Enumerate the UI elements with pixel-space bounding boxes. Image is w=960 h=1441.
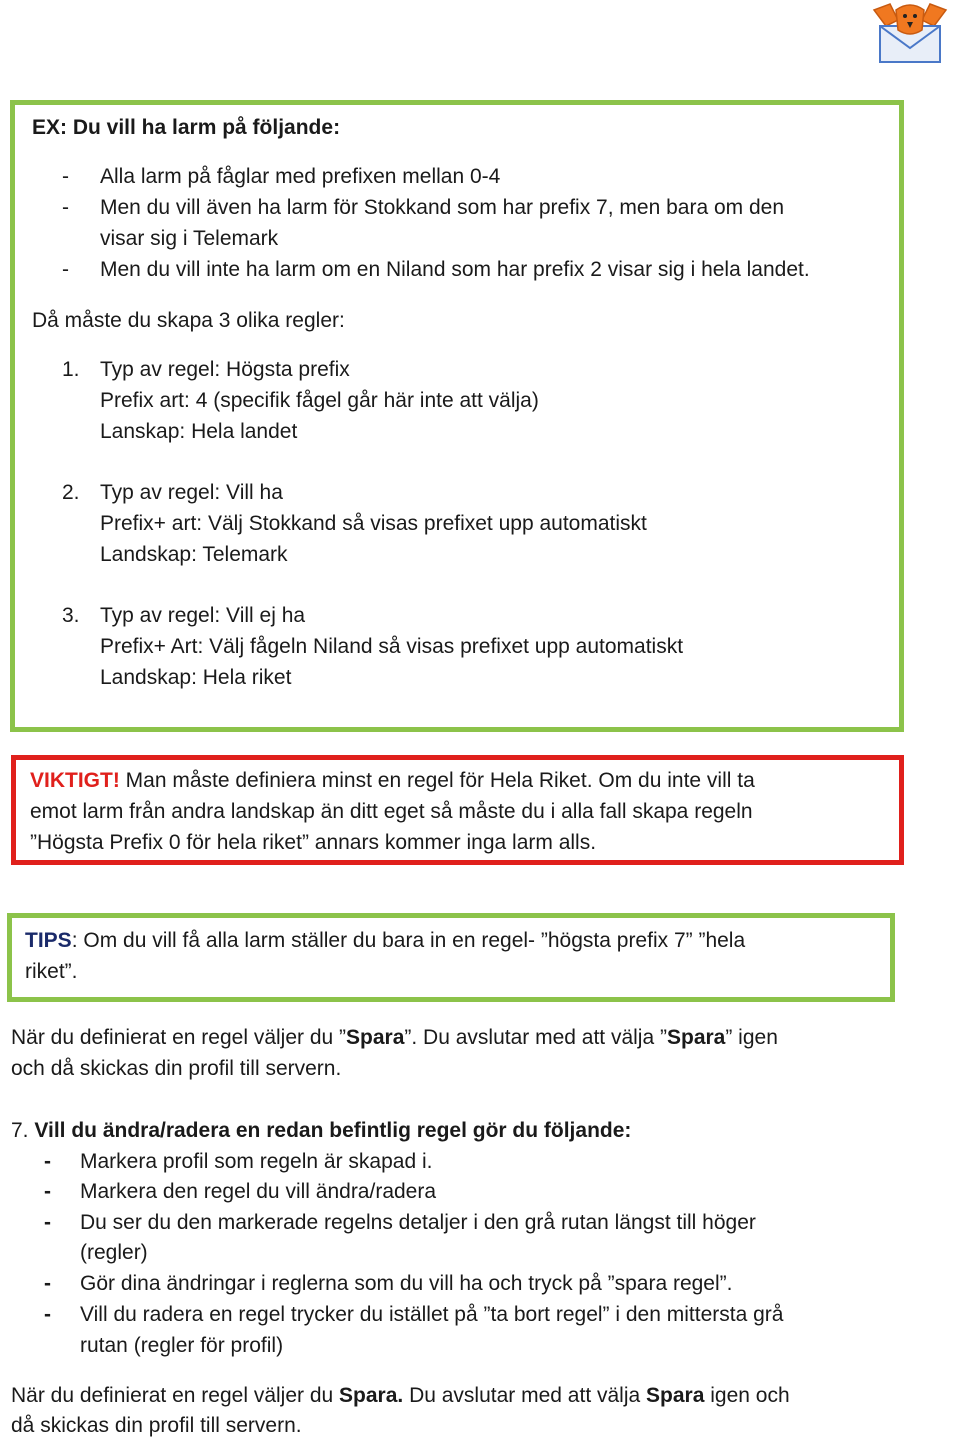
rule-line: Typ av regel: Högsta prefix	[100, 358, 350, 381]
rule-line: Landskap: Telemark	[100, 543, 288, 566]
bold-spara: Spara	[646, 1384, 705, 1407]
list-dash: -	[44, 1180, 51, 1203]
list-dash: -	[44, 1150, 51, 1173]
list-item: Markera profil som regeln är skapad i.	[80, 1150, 433, 1173]
important-line-3: ”Högsta Prefix 0 för hela riket” annars kommer inga larm alls.	[30, 831, 597, 854]
list-item: rutan (regler för profil)	[80, 1334, 284, 1357]
section-7-heading	[11, 1115, 631, 1146]
rule-line: Typ av regel: Vill ha	[100, 481, 283, 504]
text-run: igen och	[704, 1384, 790, 1407]
bullet-text: visar sig i Telemark	[100, 227, 279, 250]
rules-intro: Då måste du skapa 3 olika regler:	[32, 309, 345, 332]
list-item: (regler)	[80, 1241, 148, 1264]
text-run: När du definierat en regel väljer du	[11, 1384, 340, 1407]
list-dash: -	[44, 1272, 51, 1295]
list-dash: -	[44, 1211, 51, 1234]
bullet-dash: -	[62, 165, 69, 188]
bird-envelope-logo-icon	[868, 0, 952, 64]
bold-spara: Spara	[346, 1026, 405, 1049]
tips-label: TIPS	[25, 929, 72, 952]
important-text: Man måste definiera minst en regel för Hela Riket. Om du inte vill ta	[119, 769, 755, 792]
bold-spara: Spara	[666, 1026, 726, 1049]
rule-number: 2.	[62, 481, 80, 504]
save-paragraph-line-2: och då skickas din profil till servern.	[11, 1057, 342, 1080]
list-item: Du ser du den markerade regelns detaljer i den grå rutan längst till höger	[80, 1211, 756, 1234]
important-label: VIKTIGT!	[30, 769, 120, 792]
rule-line: Landskap: Hela riket	[100, 666, 292, 689]
example-heading: EX: Du vill ha larm på följande:	[32, 116, 341, 139]
text-run: När du definierat en regel väljer du ”	[11, 1026, 347, 1049]
important-line-1	[30, 765, 755, 796]
text-run: ”. Du avslutar med att välja ”	[404, 1026, 667, 1049]
important-line-2: emot larm från andra landskap än ditt eget så måste du i alla fall skapa regeln	[30, 800, 753, 823]
text-run: Du avslutar med att välja	[403, 1384, 647, 1407]
rule-line: Prefix+ Art: Välj fågeln Niland så visas prefixet upp automatiskt	[100, 635, 684, 658]
bold-spara: Spara.	[339, 1384, 404, 1407]
section-number: 7.	[11, 1119, 35, 1142]
final-paragraph-line-1	[11, 1380, 790, 1411]
bullet-text: Alla larm på fåglar med prefixen mellan 0-4	[100, 165, 501, 188]
list-item: Vill du radera en regel trycker du istället på ”ta bort regel” i den mittersta grå	[80, 1303, 784, 1326]
tips-line-2: riket”.	[25, 960, 78, 983]
bullet-dash: -	[62, 196, 69, 219]
rule-line: Prefix+ art: Välj Stokkand så visas prefixet upp automatiskt	[100, 512, 647, 535]
rule-number: 1.	[62, 358, 80, 381]
rule-number: 3.	[62, 604, 80, 627]
bullet-text: Men du vill inte ha larm om en Niland som har prefix 2 visar sig i hela landet.	[100, 258, 810, 281]
rule-line: Lanskap: Hela landet	[100, 420, 298, 443]
rule-line: Typ av regel: Vill ej ha	[100, 604, 306, 627]
bullet-dash: -	[62, 258, 69, 281]
bullet-text: Men du vill även ha larm för Stokkand som har prefix 7, men bara om den	[100, 196, 784, 219]
tips-line-1	[25, 925, 745, 956]
list-dash: -	[44, 1303, 51, 1326]
list-item: Gör dina ändringar i reglerna som du vill ha och tryck på ”spara regel”.	[80, 1272, 733, 1295]
text-run: ” igen	[725, 1026, 778, 1049]
save-paragraph-line-1	[11, 1022, 778, 1053]
section-title: Vill du ändra/radera en redan befintlig regel gör du följande:	[34, 1119, 632, 1142]
tips-text: : Om du vill få alla larm ställer du bara in en regel- ”högsta prefix 7” ”hela	[71, 929, 746, 952]
list-item: Markera den regel du vill ändra/radera	[80, 1180, 437, 1203]
rule-line: Prefix art: 4 (specifik fågel går här inte att välja)	[100, 389, 539, 412]
final-paragraph-line-2: då skickas din profil till servern.	[11, 1414, 302, 1437]
